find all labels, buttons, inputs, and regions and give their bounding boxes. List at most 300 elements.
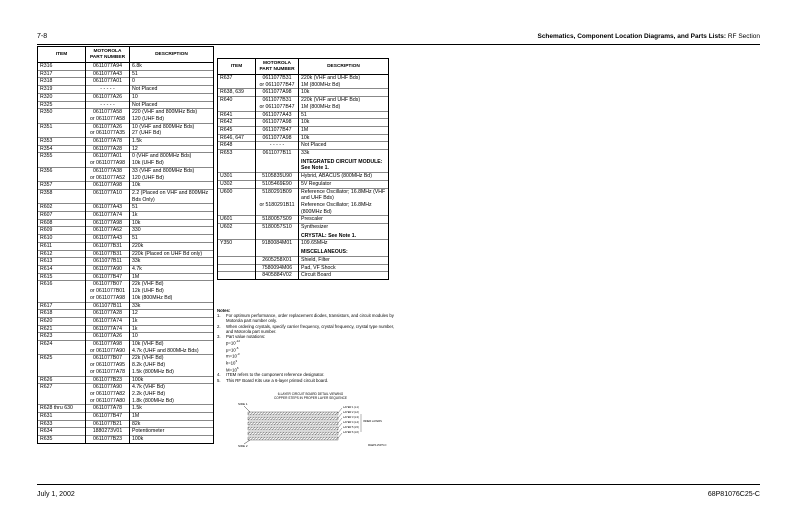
cell-item: U302 [218,180,256,188]
cell-part: or 0611077A80 [86,398,130,405]
diagram-title-1: 6-LAYER CIRCUIT BOARD DETAIL VIEWING [277,392,344,396]
cell-part: 0611077A26 [86,93,130,101]
cell-item: R646, 647 [218,134,256,142]
layer-label: LAYER 4 (L4) [343,421,359,424]
table-row [218,240,389,247]
cell-part: or 0611077A98 [86,295,130,302]
note-number: 2. [217,323,221,329]
cell-desc: 120 (UHF Bd) [130,116,214,123]
cell-desc: 10k [299,134,389,142]
cell-desc: 109.65MHz [299,240,389,247]
cell-desc: 10 [130,93,214,101]
parts-table-right-body [218,75,389,280]
cell-desc: 120 (UHF Bd) [130,175,214,182]
cell-desc: 33k [299,150,389,157]
cell-item [38,175,86,182]
layer-label: LAYER 3 (L3) [343,416,359,419]
cell-item: R320 [38,93,86,101]
cell-part [256,157,299,173]
table-row [218,256,389,264]
cell-part: 0611077A98 [86,341,130,348]
table-row [38,302,214,310]
cell-part: or 0611077A95 [86,362,130,369]
header-title: Schematics, Component Location Diagrams, and Parts Lists: [537,33,727,40]
cell-part: 0611077A43 [86,70,130,78]
table-row [218,173,389,181]
table-row [38,123,214,130]
cell-desc: 12k (UHF Bd) [130,288,214,295]
layer-label: LAYER 1 (L1) [343,406,359,409]
parts-table-left [37,46,214,444]
cell-desc: 5V Regulator [299,180,389,188]
table-row [38,295,214,302]
cell-part: 0611077B11 [256,150,299,157]
table-row [38,436,214,444]
cell-part: 0611077A28 [86,145,130,153]
cell-part: 0611077B11 [86,258,130,266]
cell-item: R617 [38,302,86,310]
cell-part: 0611077B31 [86,250,130,258]
table-row [38,384,214,391]
layer-strip [248,437,338,440]
cell-item [218,157,256,173]
cell-item [218,247,256,256]
cell-desc: 6.8k [130,63,214,71]
note-text: ITEM refers to the component reference designator. [226,372,325,378]
cell-desc: 2.2k (UHF Bd) [130,391,214,398]
cell-item: R351 [38,123,86,130]
note-number: 4. [217,372,221,378]
cell-item: R350 [38,109,86,116]
cell-item: R624 [38,341,86,348]
cell-item: R319 [38,86,86,94]
prefix-exponent: -12 [235,339,241,344]
note-item [217,313,397,323]
cell-desc: 51 [299,111,389,119]
table-row [38,288,214,295]
col-header-part: MOTOROLA PART NUMBER [86,47,130,63]
table-row [38,235,214,243]
cell-item [218,264,256,272]
layer-labels [338,405,359,438]
cell-desc: 1.5k [130,405,214,413]
table-row [38,413,214,421]
cell-item: U301 [218,173,256,181]
col-header-desc: DESCRIPTION [130,47,214,63]
notes-heading: Notes: [217,308,231,313]
cell-part: 0611077B07 [86,355,130,362]
cell-part: 0611077B47 [86,273,130,281]
cell-desc: 51 [130,70,214,78]
cell-item: R638, 639 [218,89,256,97]
cell-item: R609 [38,227,86,235]
table-row [218,111,389,119]
cell-item [218,256,256,264]
cell-item: R616 [38,281,86,288]
cell-part: 0611077A01 [86,78,130,86]
cell-part: or 0611077A78 [86,369,130,376]
note-number: 1. [217,313,221,319]
table-row [38,227,214,235]
cell-desc: Pad, VF Shock [299,264,389,272]
cell-desc: 1M (800MHz Bd) [299,82,389,89]
footer-date: July 1, 2002 [37,491,75,498]
layer-strip [248,432,338,435]
cell-desc: 1M [299,126,389,134]
table-row [218,82,389,89]
parts-table-left-body [38,63,214,444]
table-row [38,341,214,348]
cell-desc: 51 [130,235,214,243]
cell-item: R354 [38,145,86,153]
cell-desc: 8.2k (UHF Bd) [130,362,214,369]
table-row [38,116,214,123]
table-row [38,242,214,250]
col-header-desc: DESCRIPTION [299,59,389,75]
cell-item [38,116,86,123]
cell-part: 0611077A74 [86,325,130,333]
cell-desc: 1k [130,325,214,333]
col-header-item: ITEM [38,47,86,63]
col-header-item: ITEM [218,59,256,75]
cell-part: 0611077B47 [256,126,299,134]
note-text: Part value notations: [226,334,266,340]
cell-desc: 82k [130,420,214,428]
cell-item: R621 [38,325,86,333]
cell-desc: Not Placed [299,142,389,150]
cell-item: R615 [38,273,86,281]
cell-desc: 27 (UHF Bd) [130,130,214,137]
inner-layers-label: INNER LAYERS [363,420,382,423]
layer-strips [248,412,338,440]
cell-desc: 10k (800MHz Bd) [130,295,214,302]
prefix-exponent: 3 [235,359,238,364]
cell-desc: 1M [130,413,214,421]
cell-desc: 51 [130,204,214,212]
cell-item: R607 [38,212,86,220]
table-row [218,134,389,142]
cell-desc: 330 [130,227,214,235]
cell-item: R316 [38,63,86,71]
cell-part: 0611077A90 [86,384,130,391]
table-row [218,264,389,272]
table-row [38,175,214,182]
cell-item: U600 [218,188,256,202]
prefix-text: m=10 [226,353,237,359]
cell-part: 0611077A43 [86,235,130,243]
table-row [38,317,214,325]
cell-item [38,348,86,355]
table-row [38,160,214,167]
table-row [38,258,214,266]
table-row [218,126,389,134]
table-row [218,216,389,224]
cell-desc: 1M (800MHz Bd) [299,104,389,111]
table-row [38,398,214,405]
cell-desc: 0 (VHF and 800MHz Bds) [130,153,214,160]
cell-item: R620 [38,317,86,325]
cell-part: 0611077A62 [86,227,130,235]
cell-part: - - - - - [86,101,130,109]
cell-part: 0611077A98 [256,119,299,127]
cell-part: or 0611077A52 [86,175,130,182]
cell-part: 0611077A28 [86,310,130,318]
table-row [218,188,389,202]
diagram-code: MAEPF-25475-O [368,444,387,447]
table-row [218,89,389,97]
layer-label: LAYER 5 (L5) [343,426,359,429]
table-row [38,212,214,220]
prefix-exponent: -3 [236,352,240,357]
section-heading-row [218,231,389,240]
prefix-text: k=10 [226,360,236,366]
cell-desc: 4.7k (UHF and 800MHz Bds) [130,348,214,355]
cell-part: 0611077A38 [86,167,130,174]
table-row [218,202,389,216]
cell-desc: 12 [130,310,214,318]
cell-desc: Circuit Board [299,272,389,280]
cell-item: R641 [218,111,256,119]
cell-desc: CRYSTAL: See Note 1. [299,231,389,240]
cell-item [38,130,86,137]
cell-part: 5105835U90 [256,173,299,181]
cell-item: R645 [218,126,256,134]
table-row [38,405,214,413]
cell-part: 0611077B11 [86,302,130,310]
table-row [218,180,389,188]
cell-part: or 0611077B47 [256,82,299,89]
cell-desc: 1k [130,317,214,325]
prefix-line [217,346,397,353]
cell-part: or 0611077A82 [86,391,130,398]
cell-item: R626 [38,376,86,384]
cell-part: or 0611077A58 [86,116,130,123]
cell-part: 0611077A43 [256,111,299,119]
cell-part: 0611077A43 [86,204,130,212]
cell-desc: 33k [130,302,214,310]
cell-part: 0611077B23 [86,376,130,384]
cell-item: R631 [38,413,86,421]
cell-desc: 4.7k [130,265,214,273]
prefix-text: p=10 [226,340,236,346]
cell-part: 8405884V02 [256,272,299,280]
cell-item [38,391,86,398]
cell-part: 0611077A74 [86,317,130,325]
prefix-text: M=10 [226,367,237,373]
section-heading-row [218,247,389,256]
cell-part: 0611077A78 [86,138,130,146]
cell-desc: 10k [130,182,214,190]
table-row [38,204,214,212]
table-row [38,189,214,203]
note-text: When ordering crystals, specify carrier frequency, crystal frequency, crystal type number, and Motorola part number. [226,323,395,334]
cell-part: 0611077B07 [86,281,130,288]
cell-item: R358 [38,189,86,203]
side1-leader [244,406,250,412]
cell-item: R610 [38,235,86,243]
cell-desc: 12 [130,145,214,153]
layer-label: LAYER 2 (L2) [343,411,359,414]
cell-item: R634 [38,428,86,436]
cell-desc: 10k [130,219,214,227]
footer-doc-number: 68P81076C25-C [707,491,760,498]
cell-item: R602 [38,204,86,212]
cell-part: 0611077A10 [86,189,130,203]
cell-desc: 10k [299,119,389,127]
cell-item: U602 [218,224,256,231]
cell-part: 0611077B31 [256,75,299,82]
cell-part: or 0611077A35 [86,130,130,137]
cell-item: R325 [38,101,86,109]
note-text: For optimum performance, order replacement diodes, transistors, and circuit modules by Motorola part number only. [226,313,394,324]
cell-desc: 10k (VHF Bd) [130,341,214,348]
layer-strip [248,417,338,420]
cell-desc: 22k (VHF Bd) [130,355,214,362]
cell-desc: 1k [130,212,214,220]
table-row [38,70,214,78]
cell-part: 7580094M06 [256,264,299,272]
col-header-part: MOTOROLA PART NUMBER [256,59,299,75]
table-row [38,101,214,109]
prefix-line [217,339,397,346]
cell-part: 0611077B31 [86,242,130,250]
cell-part: or 5180291B11 [256,202,299,216]
side2-label: SIDE 2 [238,444,248,448]
cell-desc: 1.5k (800MHz Bd) [130,369,214,376]
cell-part: or 0611077A90 [86,348,130,355]
cell-desc: 33k [130,258,214,266]
cell-desc: Prescaler [299,216,389,224]
cell-part: 0611077B47 [86,413,130,421]
cell-item [38,369,86,376]
cell-desc: MISCELLANEOUS: [299,247,389,256]
cell-item [218,202,256,216]
cell-part: 0611077A26 [86,123,130,130]
cell-desc: Not Placed [130,86,214,94]
table-row [218,224,389,231]
cell-item [38,160,86,167]
cell-part: 0611077A94 [86,63,130,71]
cell-desc: 10k (UHF Bd) [130,160,214,167]
cell-item [38,295,86,302]
table-row [38,333,214,341]
cell-item: R356 [38,167,86,174]
table-row [38,167,214,174]
table-row [218,272,389,280]
cell-part: 0611077A74 [86,212,130,220]
header-section: RF Section [727,33,760,40]
table-row [38,265,214,273]
table-row [38,281,214,288]
table-row [218,104,389,111]
cell-part: 0611077A78 [86,405,130,413]
cell-item: Y350 [218,240,256,247]
table-row [218,150,389,157]
cell-desc: Hybrid, ABACUS (800MHz Bd) [299,173,389,181]
cell-part: 0611077A58 [86,109,130,116]
cell-part: 9180084M01 [256,240,299,247]
cell-desc: Not Placed [130,101,214,109]
cell-item: R355 [38,153,86,160]
cell-part: 1880273V01 [86,428,130,436]
cell-item: R642 [218,119,256,127]
cell-item: R627 [38,384,86,391]
layer-strip [248,427,338,430]
cell-item: R637 [218,75,256,82]
table-row [218,119,389,127]
table-row [38,109,214,116]
header-rule [37,44,760,45]
note-item [217,324,397,334]
cell-desc: 22k (VHF Bd) [130,281,214,288]
cell-item: R625 [38,355,86,362]
cell-desc: 0 [130,78,214,86]
layer-strip [248,412,338,415]
cell-part: 5180057S10 [256,224,299,231]
cell-part: 0611077B23 [86,436,130,444]
cell-desc: 220k (VHF and UHF Bds) [299,75,389,82]
cell-item: U601 [218,216,256,224]
cell-desc: 100k [130,376,214,384]
table-row [38,86,214,94]
layer-diagram [228,392,393,452]
cell-item: R611 [38,242,86,250]
cell-item: R633 [38,420,86,428]
cell-desc: Shield, Filter [299,256,389,264]
cell-item: R618 [38,310,86,318]
cell-item: R612 [38,250,86,258]
cell-item: R353 [38,138,86,146]
cell-desc: 1.8k (800MHz Bd) [130,398,214,405]
prefix-text: μ=10 [226,347,236,353]
table-row [38,93,214,101]
cell-item: R613 [38,258,86,266]
cell-part: 0611077A98 [86,219,130,227]
cell-part: 0611077B21 [86,420,130,428]
cell-item [38,362,86,369]
notes-section [217,308,397,383]
table-row [38,325,214,333]
cell-item: R614 [38,265,86,273]
table-row [38,355,214,362]
cell-item: R648 [218,142,256,150]
cell-item: R608 [38,219,86,227]
cell-desc: 10 (VHF and 800MHz Bds) [130,123,214,130]
prefix-line [217,359,397,366]
cell-desc: INTEGRATED CIRCUIT MODULE: See Note 1. [299,157,389,173]
table-row [38,153,214,160]
side1-label: SIDE 1 [238,402,248,406]
cell-part: 0611077A98 [256,89,299,97]
cell-part: 5180291B09 [256,188,299,202]
cell-item: R623 [38,333,86,341]
table-row [38,78,214,86]
table-row [38,391,214,398]
note-number: 3. [217,334,221,340]
note-item [217,378,397,383]
cell-part: 2605258X01 [256,256,299,264]
cell-part: or 0611077B47 [256,104,299,111]
cell-desc: 10 [130,333,214,341]
cell-desc: Potentiometer [130,428,214,436]
table-row [38,145,214,153]
prefix-line [217,352,397,359]
cell-desc: 10k [299,89,389,97]
table-row [38,130,214,137]
cell-part: or 0611077B01 [86,288,130,295]
table-row [38,219,214,227]
cell-part: 0611077B31 [256,97,299,104]
